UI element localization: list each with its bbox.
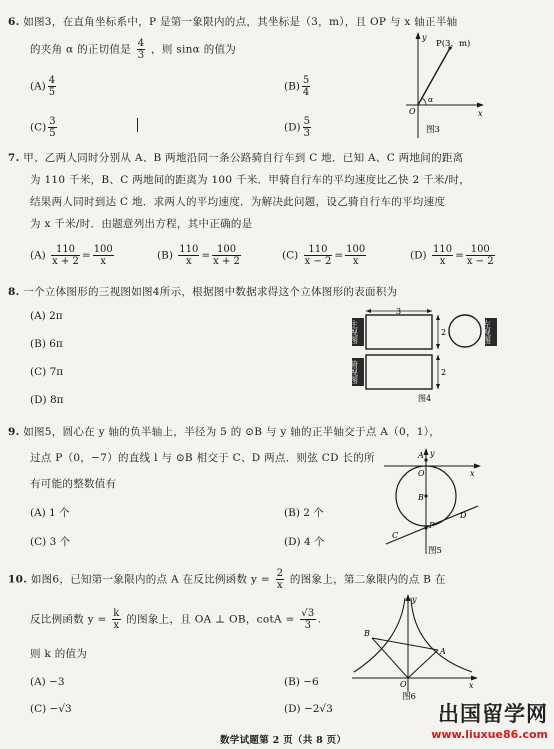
fig5-label-d: D [460, 511, 467, 520]
fig3-label-y: y [422, 33, 427, 42]
rhs-den: x [352, 256, 359, 267]
figure-5 [382, 446, 482, 558]
fig4-top-dim: 3 [396, 307, 402, 316]
q6-option-a[interactable] [30, 75, 58, 98]
q7-text-2: 为 110 千米，B、C 两地间的距离为 100 千米．甲骑自行车的平均速度比乙快 2 千米/时， [30, 174, 471, 186]
q9-option-c[interactable]: (C) 3 个 [30, 536, 71, 548]
fig5-label-x: x [470, 469, 475, 478]
rhs-den: x [100, 256, 107, 267]
q7-text-1: 甲、乙两人同时分别从 A、B 两地沿同一条公路骑自行车到 C 地．已知 A、C 两地间的距离 [23, 152, 464, 164]
q9-text-2: 过点 P（0，−7）的直线 l 与 ⊙B 相交于 C、D 两点．则弦 CD 长的所 [30, 452, 375, 464]
fig6-caption: 图6 [402, 692, 416, 702]
fig3-label-x: x [478, 109, 483, 118]
q10-fraction-3 [300, 608, 315, 631]
q9-text-1: 如图5，圆心在 y 轴的负半轴上，半径为 5 的 ⊙B 与 y 轴的正半轴交于点 A（0，1）， [23, 426, 441, 438]
q10-text-2a: 反比例函数 y = [30, 613, 107, 626]
frac-num: k [113, 608, 120, 619]
q10-fraction-2 [112, 608, 120, 631]
q7-number: 7. [8, 152, 20, 164]
option-label: (A) [30, 249, 46, 262]
q7-text-3: 结果两人同时到达 C 地．求两人的平均速度．为解决此问题，设乙骑自行车的平均速度 [30, 196, 446, 208]
equals-sign: = [455, 249, 464, 262]
fig6-label-a: A [440, 647, 446, 656]
fig5-label-b: B [418, 493, 424, 502]
fig6-curve-quadrant-2 [354, 598, 405, 672]
q8-line1 [8, 284, 397, 299]
option-den: 3 [303, 128, 310, 139]
frac-num: 2 [276, 568, 284, 579]
q7-option-b[interactable] [157, 244, 243, 267]
figure-3 [396, 30, 486, 145]
q8-option-a[interactable]: (A) 2π [30, 310, 63, 322]
figure-6 [350, 592, 480, 702]
lhs-den: x − 2 [304, 256, 332, 267]
fig4-left-label: 左视图 [482, 320, 492, 344]
lhs-num: 110 [179, 244, 199, 255]
fig6-label-x: x [469, 681, 474, 690]
lhs-num: 110 [432, 244, 453, 255]
option-den: 4 [302, 87, 310, 98]
q10-number: 10. [8, 573, 28, 586]
q8-number: 8. [8, 286, 20, 298]
q9-option-b[interactable]: (B) 2 个 [284, 507, 324, 519]
equals-sign: = [201, 249, 211, 262]
q10-line1 [8, 568, 446, 591]
q10-option-c[interactable]: (C) −√3 [30, 703, 72, 715]
option-label: (C) [282, 249, 299, 262]
frac-den: x [276, 580, 283, 591]
q10-option-a[interactable]: (A) −3 [30, 676, 65, 688]
rhs-num: 100 [93, 244, 113, 255]
q7-line1 [8, 150, 463, 165]
q9-text-3: 有可能的整数值有 [30, 478, 117, 490]
fig4-caption: 图4 [418, 394, 432, 403]
fig4-side-dim-1: 2 [441, 328, 447, 337]
q10-text-1b: 的图象上，第二象限内的点 B 在 [289, 573, 446, 586]
fig6-label-b: B [364, 629, 370, 638]
lhs-num: 110 [304, 244, 333, 256]
rhs-den: x − 2 [466, 256, 494, 267]
q10-text-2c: . [317, 613, 322, 626]
fig3-label-p: P(3，m) [436, 39, 471, 49]
q9-option-d[interactable]: (D) 4 个 [284, 536, 325, 548]
figure-4 [349, 306, 498, 406]
lhs-num: 110 [51, 244, 80, 256]
q8-option-c[interactable]: (C) 7π [30, 366, 64, 378]
fig4-left-view [449, 315, 481, 347]
option-label: (C) [30, 121, 47, 134]
lhs-den: x [185, 256, 192, 267]
option-label: (D) [284, 121, 301, 134]
q6-tan-fraction [137, 38, 146, 61]
option-num: 3 [49, 116, 56, 127]
logo-text: 出国留学网 [438, 702, 548, 726]
q8-option-b[interactable]: (B) 6π [30, 338, 63, 350]
q10-fraction-1 [276, 568, 285, 591]
q6-option-d[interactable] [284, 116, 313, 139]
fig4-side-dim-2: 2 [441, 368, 447, 377]
lhs-den: x [439, 256, 446, 267]
option-label: (B) [157, 249, 173, 262]
rhs-den: x + 2 [213, 256, 240, 267]
q6-number: 6. [8, 16, 20, 28]
option-label: (B) [284, 80, 300, 93]
q6-tan-num: 4 [137, 38, 145, 49]
q9-option-a[interactable]: (A) 1 个 [30, 507, 70, 519]
fig6-curve-quadrant-1 [411, 598, 472, 672]
option-num: 5 [302, 75, 310, 86]
page-footer: 数学试题第 2 页（共 8 页） [220, 735, 347, 746]
q6-option-b[interactable] [284, 75, 312, 98]
site-watermark-logo [431, 698, 548, 741]
fig3-x-arrow [477, 103, 484, 108]
fig6-label-y: y [412, 595, 417, 604]
fig4-front-view [366, 315, 432, 349]
q8-text-1: 一个立体图形的三视图如图4所示，根据图中数据求得这个立体图形的表面积为 [23, 286, 398, 298]
frac-den: 3 [304, 620, 312, 631]
q10-text-3: 则 k 的值为 [30, 648, 88, 660]
fig5-label-a: A [418, 451, 424, 460]
q7-option-d[interactable] [410, 244, 497, 267]
fig5-label-o: O [418, 469, 425, 478]
fig5-caption: 图5 [428, 546, 442, 556]
fig4-top-label: 俯视图 [349, 360, 359, 384]
fig3-y-arrow [416, 32, 421, 39]
fig3-label-o: O [409, 107, 416, 116]
option-label: (D) [410, 249, 427, 262]
fig3-label-alpha: α [428, 95, 434, 104]
q6-line1 [8, 14, 457, 29]
q6-option-c[interactable] [30, 116, 59, 139]
option-label: (A) [30, 80, 46, 93]
fig3-caption: 图3 [426, 125, 440, 135]
q7-option-c[interactable] [282, 244, 368, 267]
logo-url: www.liuxue86.com [431, 728, 548, 741]
q7-text-4: 为 x 千米/时．由题意列出方程，其中正确的是 [30, 218, 253, 230]
fig3-angle-arc [422, 98, 426, 105]
q7-option-a[interactable] [30, 244, 116, 267]
q10-option-d[interactable]: (D) −2√3 [284, 703, 333, 715]
fig5-label-p: P [429, 521, 435, 530]
equals-sign: = [81, 249, 91, 262]
lhs-den: x + 2 [52, 256, 79, 267]
option-num: 5 [303, 116, 310, 127]
option-den: 5 [49, 128, 56, 139]
q10-text-1a: 如图6，已知第一象限内的点 A 在反比例函数 y = [30, 573, 270, 586]
option-den: 5 [48, 87, 56, 98]
fig3-op-line [418, 48, 450, 105]
q6-line2 [30, 38, 236, 61]
q10-option-b[interactable]: (B) −6 [284, 676, 319, 688]
q6-text-2a: 的夹角 α 的正切值是 [30, 43, 132, 56]
q8-option-d[interactable]: (D) 8π [30, 394, 64, 406]
q10-line2 [30, 608, 321, 631]
option-num: 4 [48, 75, 56, 86]
fig4-front-label: 主视图 [349, 320, 359, 344]
frac-den: x [113, 620, 120, 631]
rhs-num: 100 [346, 244, 366, 255]
fig6-label-o: O [400, 680, 407, 689]
rhs-num: 100 [212, 244, 241, 256]
fig5-label-y: y [430, 449, 435, 458]
stray-mark [137, 118, 138, 132]
equals-sign: = [334, 249, 344, 262]
fig5-label-c: C [392, 531, 399, 540]
q9-line1 [8, 424, 440, 439]
q6-tan-den: 3 [137, 50, 145, 61]
fig4-top-view [366, 355, 432, 389]
q10-text-2b: 的图象上，且 OA ⊥ OB，cotA = [126, 613, 295, 626]
q9-number: 9. [8, 426, 20, 438]
q6-text-2b: ，则 sinα 的值为 [151, 43, 237, 56]
fig6-segment-oa [408, 650, 438, 678]
rhs-num: 100 [466, 244, 495, 256]
frac-num: √3 [301, 608, 315, 619]
q6-text-1: 如图3，在直角坐标系中，P 是第一象限内的点，其坐标是（3，m），且 OP 与 x 轴正半轴 [23, 16, 458, 28]
